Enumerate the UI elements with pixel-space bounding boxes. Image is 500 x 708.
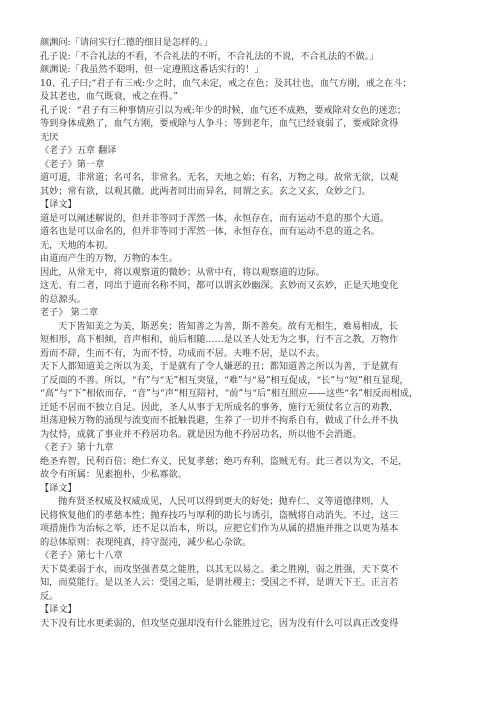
- text-line: 道是可以阐述解说的，但并非等同于浑然一体，永恒存在，而有运动不息的那个大道。: [40, 212, 390, 224]
- text-line: 天下没有比水更柔弱的，但攻坚克强却没有什么能胜过它，因为没有什么可以真正改变得: [40, 617, 399, 629]
- text-line: 无厌: [40, 131, 59, 143]
- text-line: 民将恢复他们的孝慈本性；抛弃技巧与厚利的助长与诱引，盗贼将自动消失。不过，这三: [40, 509, 399, 521]
- text-line: 焉而不辞，生而不有，为而不恃，功成而不居。夫唯不居，是以不去。: [40, 347, 325, 359]
- document-body: [40, 36, 462, 630]
- text-line: “高”与“下”相依而存，“音”与“声”相互陪衬，“前”与“后”相互照应——这些“名”相反而相成，: [40, 388, 419, 399]
- text-line: 天下人都知道美之所以为美，于是就有了令人嫌恶的丑；都知道善之所以为善，于是就有: [40, 361, 399, 372]
- text-line: 坦荡迎候万物的涌现与流变而不抵触畏避，生养了一切并不拘系自有，做成了什么并不执: [40, 415, 399, 426]
- text-line: 短相形，高下相倾，音声相和，前后相随……是以圣人处无为之事，行不言之教，万物作: [40, 334, 399, 345]
- text-line: 的总体原则：表现纯真，持守混沌，减少私心杂欲。: [40, 536, 252, 548]
- text-line: 老子》 第二章: [40, 307, 99, 318]
- text-line: 抛弃贤圣权威及权威成见，人民可以得到更大的好处；抛弃仁、义等道德律则，人: [58, 496, 389, 507]
- text-line: 因此，从常无中，将以观察道的微妙；从常中有，将以观察道的边际。: [40, 266, 325, 278]
- text-line: 由道而产生的万物，万物的本生。: [40, 253, 178, 264]
- text-line: 《老子》五章 翻译: [40, 145, 117, 156]
- text-line: 颜渊问:「请问实行仁德的细目是怎样的。」: [40, 37, 214, 48]
- text-line: 知，而莫能行。是以圣人云：受国之垢，是谓社稷主；受国之不祥，是谓天下王。正言若: [40, 577, 399, 588]
- text-line: 【译文】: [40, 604, 77, 615]
- text-line: 10、孔子曰;“君子有三戒:少之时，血气未定，戒之在色；及其壮也，血气方刚，戒之在斗；: [40, 77, 412, 89]
- text-line: 道可道，非常道；名可名，非常名。无名，天地之始；有名，万物之母。故常无欲，以观: [40, 172, 399, 183]
- text-line: 《老子》第七十八章: [40, 550, 123, 561]
- text-line: 的总源头。: [40, 293, 86, 305]
- text-line: 其妙；常有欲，以观其徼。此两者同出而异名，同谓之玄。玄之又玄，众妙之门。: [40, 185, 371, 197]
- text-line: 迁延不居而不独立自足。因此，圣人从事于无所成名的事务，施行无须仗名立言的劝教，: [40, 401, 399, 413]
- text-line: 了反面的不善。所以，“有”与“无”相互突显，“难”与“易”相互促成，“长”与“短”相互显现，: [40, 374, 409, 386]
- text-line: 绝圣弃智，民利百倍；绝仁弃义，民复孝慈；绝巧弃利，盗贼无有。此三者以为文，不足，: [40, 455, 408, 467]
- text-line: 天下莫柔弱于水，而攻坚强者莫之能胜，以其无以易之。柔之胜刚，弱之胜强，天下莫不: [40, 563, 399, 575]
- text-line: 孔子说:「不合礼法的不看，不合礼法的不听，不合礼法的不说，不合礼法的不做。」: [40, 50, 379, 62]
- text-line: 孔子说：“君子有三种事情应引以为戒:年少的时候，血气还不成熟，要戒除对女色的迷恋；: [40, 104, 407, 116]
- text-line: 及其老也，血气既衰，戒之在得。”: [40, 91, 178, 102]
- text-line: 故令有所属：见素抱朴，少私寡欲。: [40, 469, 187, 480]
- text-line: 等到身体成熟了，血气方刚，要戒除与人争斗；等到老年，血气已经衰弱了，要戒除贪得: [40, 118, 399, 129]
- text-line: 《老子》第十九章: [40, 442, 114, 453]
- text-line: 反。: [40, 590, 59, 602]
- text-line: 无，天地的本初。: [40, 239, 114, 251]
- text-line: 【译文】: [40, 199, 77, 210]
- text-line: 颜渊说:「我虽然不聪明，但一定遵照这番话实行的！」: [40, 64, 264, 75]
- text-line: 《老子》第一章: [40, 158, 105, 170]
- text-line: 天下皆知美之为美，斯恶矣；皆知善之为善，斯不善矣。故有无相生，难易相成，长: [58, 320, 398, 332]
- text-line: 【译文】: [40, 482, 77, 494]
- text-line: 道名也是可以命名的，但并非等同于浑然一体，永恒存在，而有运动不息的道之名。: [40, 226, 380, 237]
- text-line: 为仗恃，成就了事业并不矜居功名。就是因为他不矜居功名，所以他不会消逝。: [40, 428, 362, 440]
- text-line: 项措施作为治标之举，还不足以治本，所以，应把它们作为从属的措施并推之以更为基本: [40, 523, 399, 534]
- text-line: 这无、有二者，同出于道而名称不同，都可以谓玄妙幽深。玄妙而又玄妙，正是天地变化: [40, 280, 399, 291]
